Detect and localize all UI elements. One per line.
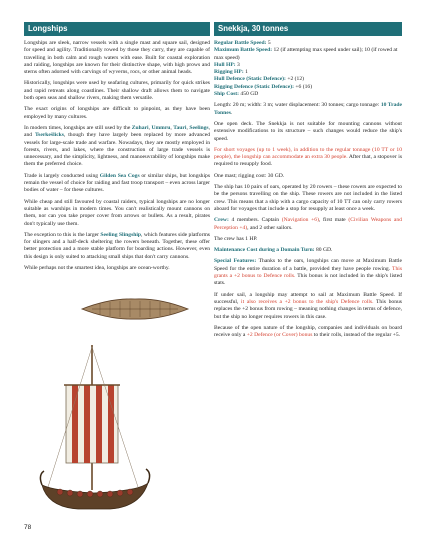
paragraph-special: Special Features: Thanks to the oars, longships can move at Maximum Battle Speed for the entire duration of a battle, provided they have people rowing. This grants a +2 bonus to Defence rolls. This bonus is not included in the ship's listed stats. (214, 258, 403, 287)
longship-topview-illustration (80, 298, 190, 320)
stat-hull-hp: Hull HP: 3 (214, 61, 240, 68)
stat-rigging-defence: Rigging Defence (Static Defence): +6 (16) (214, 83, 313, 90)
stat-list (214, 40, 402, 98)
paragraph-crew: Crew: 4 members. Captain (Navigation +6), first mate (Civilian Weapons and Perception +4), and 2 other sailors. (214, 217, 402, 231)
stat-regular-speed: Regular Battle Speed: 5 (214, 40, 271, 46)
paragraph: Longships are sleek, narrow vessels with a single mast and square sail, designed for speed and agility. Traditionally rowed by those they carry, they are capable of travelling in both calm and rough waters with ease. Built for coastal exploration and raiding, longships are known for their distinctive shape, with high prows and sterns often adorned with carvings of wyverns, rocs, or other animal heads. (24, 40, 210, 76)
paragraph: In modern times, longships are still used by the Zuhari, Ummru, Tauri, Seelings, and Tserkešlicks, though they have largely been replaced by more advanced vessels for large-scale trade and warfare. Nowadays, they are mostly employed in forests, rivers, and lakes, where the construction of large trade vessels is unnecessary, and the simplicity, lightness, and manoeuvrability of longships make them the preferred choice. (24, 124, 211, 168)
stat-max-speed: Maximum Battle Speed: 12 (if attempting max speed under sail); 10 (if rowed at max speed) (214, 47, 398, 61)
paragraph-deck: One open deck. The Snekkja is not suitable for mounting cannons without extensive modifications to its structure – such changes would reduce the ship's speed. (214, 120, 402, 142)
statblock-title: Snekkja, 30 tonnes (214, 22, 402, 36)
paragraph: The exception to this is the larger Seeling Slingship, which features side platforms for slingers and a half-deck sheltering the rowers beneath. Together, these offer better protection and a more stable platform for boarding actions. However, even this design is only suited to attacking small ships that don't carry cannons. (24, 231, 210, 260)
paragraph-sail: If under sail, a longship may attempt to sail at Maximum Battle Speed. If successful, it also receives a +2 bonus to the ship's Defence rolls. This bonus replaces the +2 bonus from rowing – meaning nothing changes in terms of defence, but the ship no longer requires rowers in this case. (214, 291, 402, 320)
page-number: 78 (24, 524, 32, 531)
right-column (214, 22, 402, 343)
stat-rigging-hp: Rigging HP: 1 (214, 69, 248, 76)
paragraph-dimensions: Length: 20 m; width: 3 m; water displacement: 30 tonnes; cargo tonnage: 10 Trade Tonnes. (214, 102, 403, 116)
paragraph-short-voyages: For short voyages (up to 1 week), in addition to the regular tonnage (10 TT or 10 people), the longship can accommodate an extra 30 people. After that, a stopover is required to resupply food. (214, 146, 403, 168)
paragraph: Trade is largely conducted using Gilden Sea Cogs or similar ships, but longships remain the vessel of choice for raiding and fast troop transport – even across larger bodies of water – for these cultures. (24, 172, 211, 194)
paragraph-maintenance: Maintenance Cost during a Domain Turn: 80 GD. (214, 247, 333, 254)
sail-icon (64, 385, 120, 463)
paragraph: Historically, longships were used by seafaring cultures, primarily for quick strikes and rapid retreats along coastlines. Their shallow draft allows them to navigate both open seas and shallow rivers, making them versatile. (24, 80, 210, 102)
paragraph-open-nature: Because of the open nature of the longship, companies and individuals on board receive only a +2 Defence (or Cover) bonus to their rolls, instead of the regular +5. (214, 324, 402, 339)
paragraph: The exact origins of longships are difficult to pinpoint, as they have been employed by many cultures. (24, 106, 210, 120)
section-title: Longships (24, 22, 210, 36)
longship-illustration (38, 325, 158, 515)
paragraph: While cheap and still favoured by coastal raiders, typical longships are no longer suitable as warships in modern times. You can't realistically mount cannons on them, nor can you take proper cover from arrows or bullets. As a result, pirates don't typically use them. (24, 198, 210, 227)
paragraph: While perhaps not the smartest idea, longships are ocean-worthy. (24, 265, 170, 272)
paragraph-oars: The ship has 10 pairs of oars, operated by 20 rowers – these rowers are expected to be the persons travelling on the ship. These rowers are not included in the listed crew. This means that a ship with a cargo capacity of 10 TT can only carry rowers aboard for voyages that include a stop for resupply at least once a week. (214, 184, 402, 212)
paragraph-rigging: One mast; rigging cost: 30 GD. (214, 172, 285, 179)
paragraph-crew-hp: The crew has 1 HP. (214, 235, 258, 242)
left-column (24, 22, 210, 276)
stat-hull-defence: Hull Defence (Static Defence): +2 (12) (214, 76, 304, 83)
stat-ship-cost: Ship Cost: 450 GD (214, 91, 259, 98)
